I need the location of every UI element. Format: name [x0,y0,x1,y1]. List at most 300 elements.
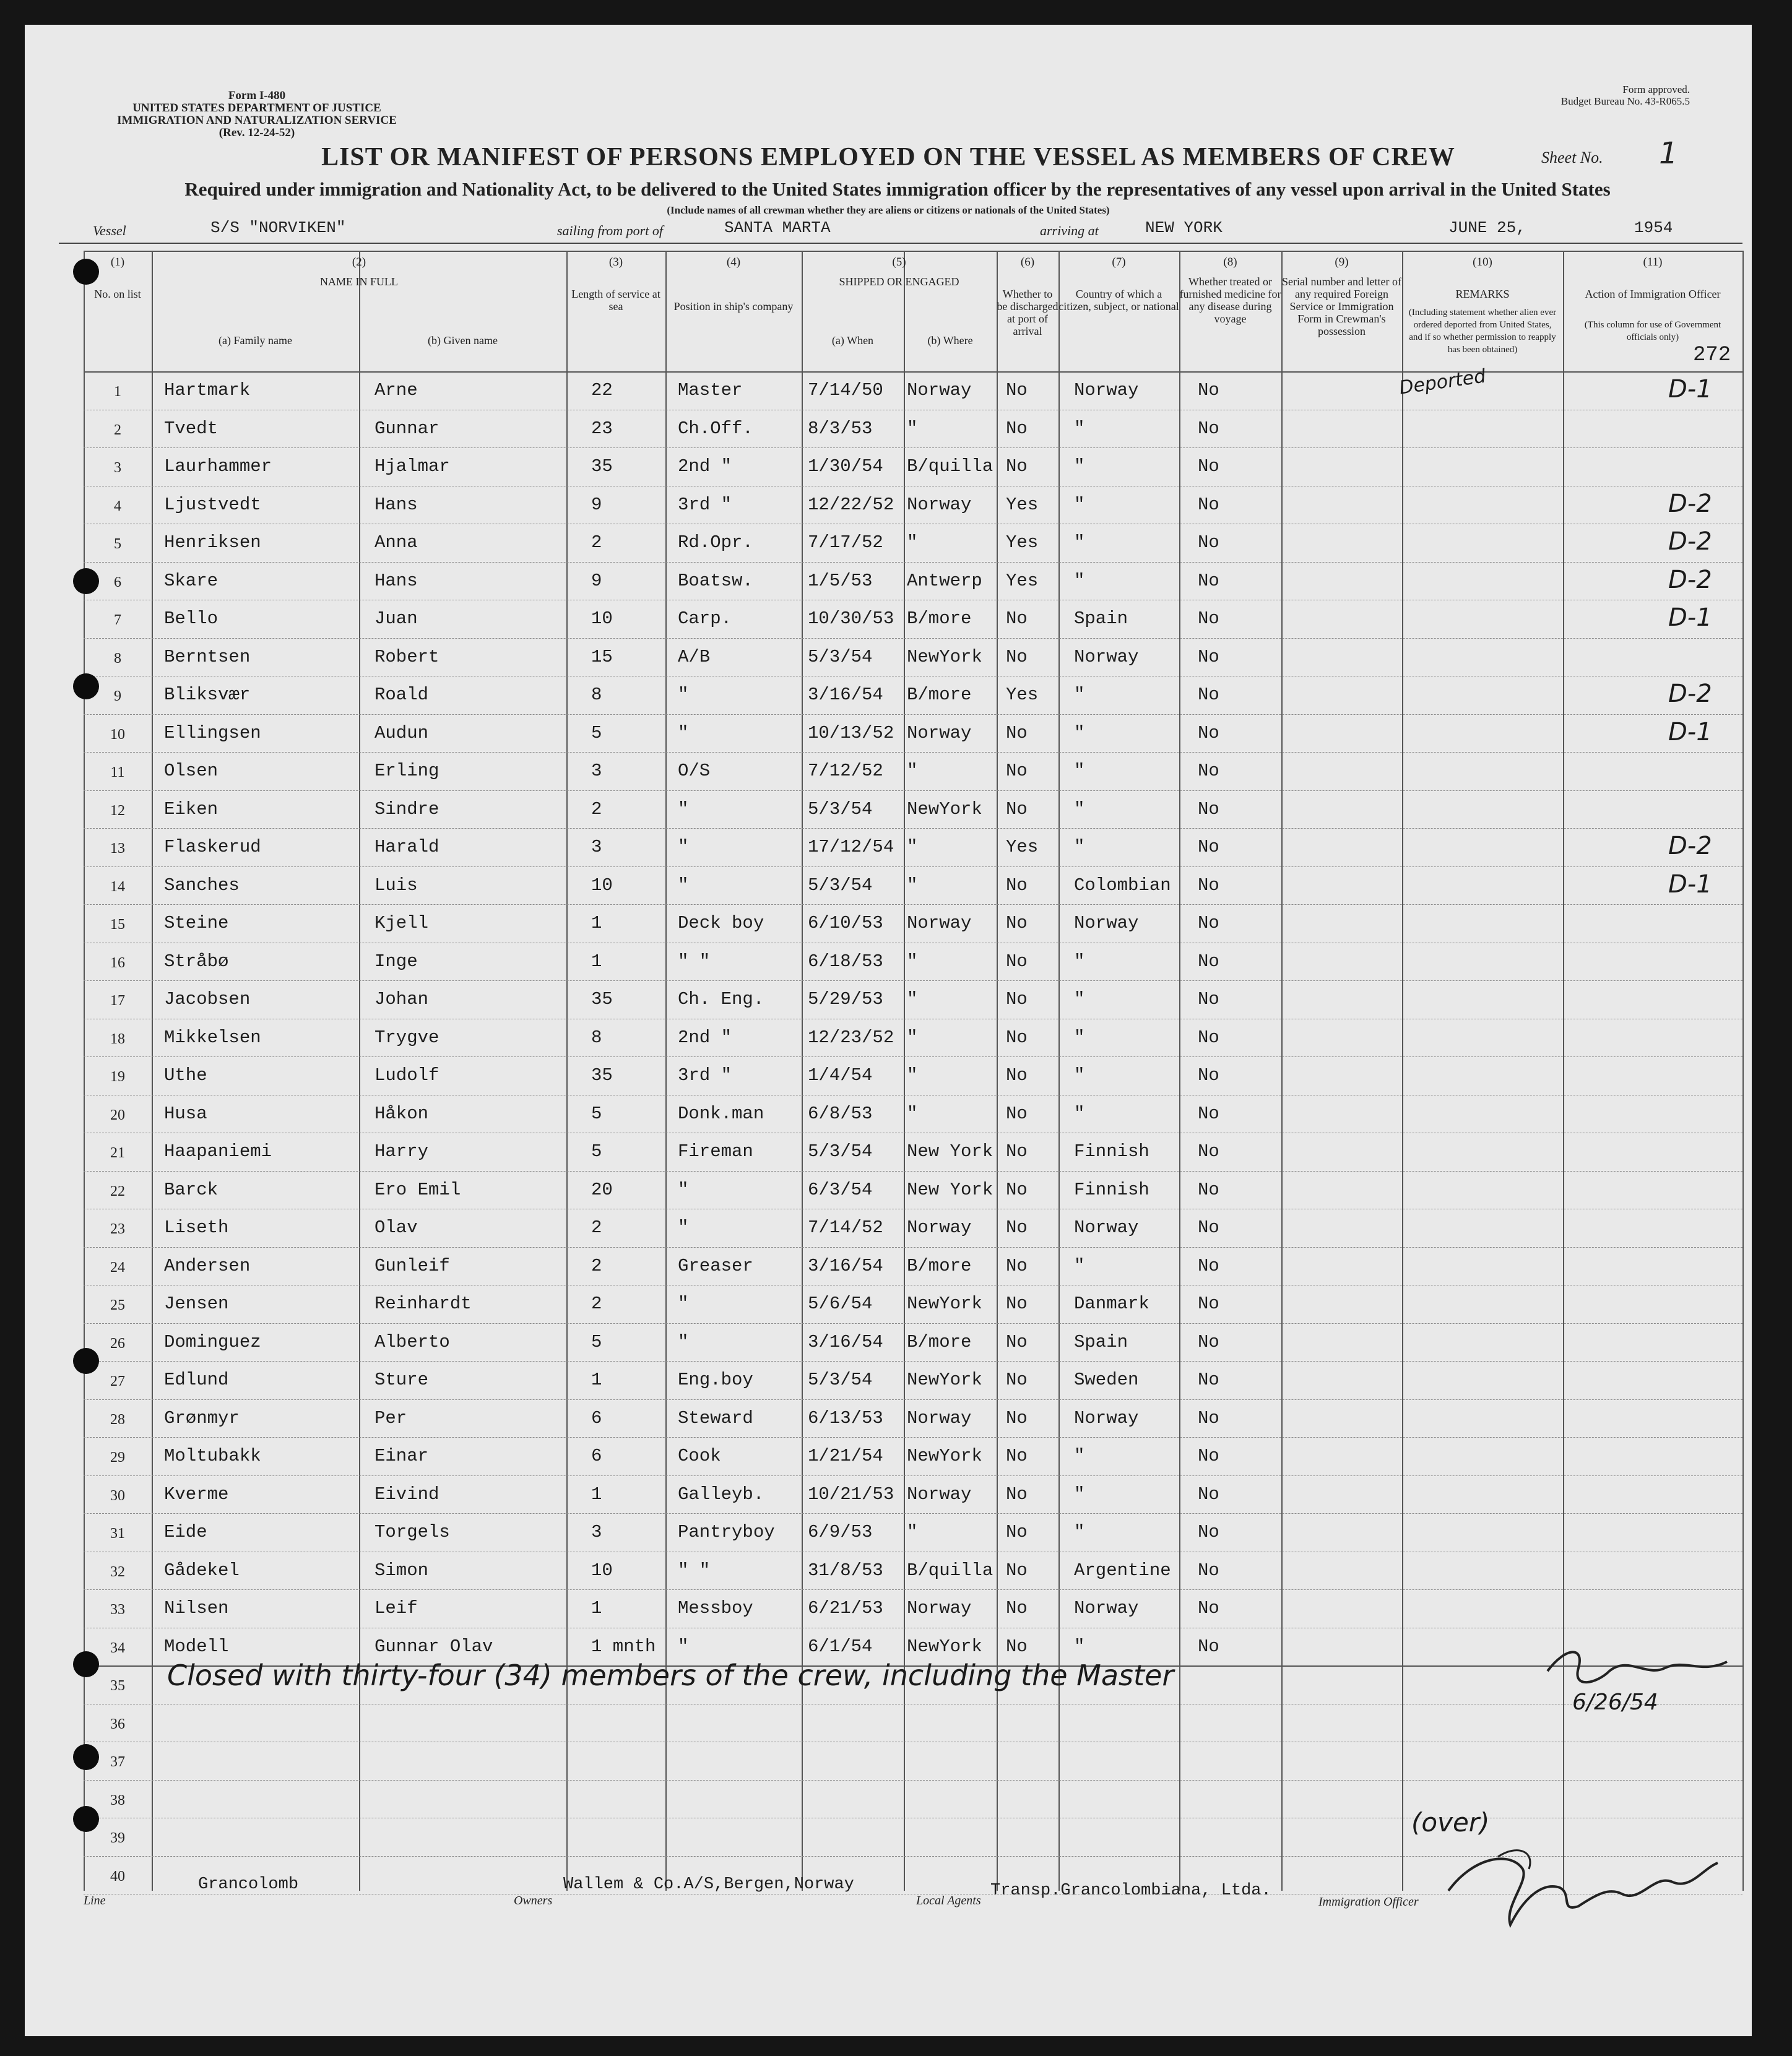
cell-position: " [678,685,689,705]
cell-when: 3/16/54 [808,1331,883,1352]
punch-hole [73,1651,99,1677]
column-rule [566,251,568,1891]
row-rule [84,1361,1742,1362]
cell-country: Finnish [1074,1179,1149,1200]
cell-family: Kverme [164,1484,229,1505]
cell-treated: No [1198,1522,1219,1542]
cell-discharged: No [1006,1560,1028,1581]
cell-length: 3 [591,761,602,781]
cell-where: Norway [907,380,972,400]
cell-family: Henriksen [164,532,261,553]
cell-given: Leif [374,1598,418,1618]
owners-label: Owners [514,1894,553,1907]
owners-value: Wallem & Co.A/S,Bergen,Norway [563,1875,854,1894]
cell-position: Deck boy [678,913,764,933]
cell-treated: No [1198,837,1219,857]
closing-date: 6/26/54 [1572,1690,1658,1715]
cell-discharged: No [1006,1065,1028,1086]
row-number: 25 [110,1297,125,1313]
cell-where: Norway [907,1407,972,1428]
cell-treated: No [1198,1065,1219,1086]
cell-action: D-2 [1668,680,1712,708]
column-rule [1058,251,1060,1891]
row-rule [84,1475,1742,1476]
cell-where: B/more [907,1331,972,1352]
line-label: Line [84,1894,106,1907]
row-number: 35 [110,1678,125,1694]
cell-treated: No [1198,1446,1219,1466]
cell-where: " [907,1522,918,1542]
cell-treated: No [1198,532,1219,553]
cell-country: " [1074,494,1085,515]
cell-when: 1/21/54 [808,1446,883,1466]
row-number: 16 [110,954,125,971]
cell-given: Harry [374,1141,429,1162]
row-number: 10 [110,726,125,743]
cell-discharged: No [1006,722,1028,743]
cell-length: 9 [591,494,602,515]
cell-where: " [907,532,918,553]
row-rule [84,980,1742,981]
cell-given: Audun [374,722,429,743]
cell-position: Eng.boy [678,1370,753,1390]
cell-where: Norway [907,1484,972,1505]
column-rule [997,251,998,1891]
cell-position: " [678,875,689,896]
cell-treated: No [1198,1636,1219,1657]
cell-length: 5 [591,1331,602,1352]
cell-family: Hartmark [164,380,251,400]
arriving-label: arriving at [1040,223,1099,238]
cell-discharged: Yes [1006,685,1039,705]
cell-family: Ellingsen [164,722,261,743]
cell-discharged: No [1006,798,1028,819]
row-number: 30 [110,1487,125,1504]
cell-when: 5/3/54 [808,1141,873,1162]
punch-hole [73,673,99,699]
cell-family: Barck [164,1179,219,1200]
column-rule [1179,251,1180,1891]
cell-length: 1 [591,1598,602,1618]
cell-length: 5 [591,1141,602,1162]
cell-when: 17/12/54 [808,837,894,857]
cell-when: 10/30/53 [808,608,894,629]
cell-given: Johan [374,989,429,1009]
column-rule [665,251,667,1891]
cell-position: O/S [678,761,711,781]
row-number: 37 [110,1754,125,1770]
cell-when: 6/13/53 [808,1407,883,1428]
cell-discharged: No [1006,1370,1028,1390]
cell-country: " [1074,722,1085,743]
row-rule [84,790,1742,791]
cell-where: " [907,875,918,896]
cell-position: Ch. Eng. [678,989,764,1009]
row-number: 19 [110,1069,125,1085]
sheet-no-value: 1 [1659,136,1678,171]
cell-country: " [1074,456,1085,477]
cell-family: Edlund [164,1370,229,1390]
cell-country: Colombian [1074,875,1171,896]
cell-given: Eivind [374,1484,439,1505]
cell-length: 2 [591,532,602,553]
arrival-date: JUNE 25, [1448,218,1526,237]
cell-discharged: No [1006,1484,1028,1505]
cell-given: Hans [374,494,418,515]
cell-country: Spain [1074,608,1128,629]
cell-given: Arne [374,380,418,400]
row-number: 29 [110,1449,125,1466]
cell-where: NewYork [907,646,982,667]
cell-length: 6 [591,1407,602,1428]
cell-country: " [1074,989,1085,1009]
cell-position: " [678,1636,689,1657]
cell-given: Alberto [374,1331,450,1352]
row-rule [84,1399,1742,1400]
cell-treated: No [1198,1560,1219,1581]
row-number: 34 [110,1639,125,1656]
cell-given: Einar [374,1446,429,1466]
cell-when: 5/3/54 [808,875,873,896]
punch-hole [73,1806,99,1832]
punch-hole [73,1744,99,1770]
cell-country: Danmark [1074,1294,1149,1314]
cell-family: Moltubakk [164,1446,261,1466]
cell-country: " [1074,951,1085,972]
row-rule [84,828,1742,829]
cell-given: Torgels [374,1522,450,1542]
cell-country: " [1074,685,1085,705]
cell-length: 10 [591,1560,613,1581]
cell-action: D-1 [1668,375,1712,404]
row-number: 22 [110,1183,125,1199]
cell-position: Boatsw. [678,570,753,591]
cell-discharged: No [1006,1331,1028,1352]
cell-country: Norway [1074,1407,1139,1428]
cell-position: Pantryboy [678,1522,775,1542]
cell-discharged: Yes [1006,570,1039,591]
cell-given: Erling [374,761,439,781]
cell-family: Husa [164,1103,207,1124]
cell-treated: No [1198,913,1219,933]
column-header: (a) Family name [219,334,292,347]
cell-when: 6/21/53 [808,1598,883,1618]
cell-family: Jensen [164,1294,229,1314]
cell-when: 1/30/54 [808,456,883,477]
cell-length: 22 [591,380,613,400]
cell-country: " [1074,798,1085,819]
cell-where: " [907,1027,918,1048]
cell-country: Sweden [1074,1370,1139,1390]
cell-when: 12/23/52 [808,1027,894,1048]
column-rule [1742,251,1744,1891]
column-header: Length of service at sea [571,288,660,313]
cell-when: 6/1/54 [808,1636,873,1657]
cell-treated: No [1198,456,1219,477]
cell-length: 1 [591,913,602,933]
crew-table [84,251,1742,1891]
cell-position: Steward [678,1407,753,1428]
cell-family: Berntsen [164,646,251,667]
cell-where: B/more [907,608,972,629]
cell-where: " [907,1103,918,1124]
cell-length: 2 [591,1255,602,1276]
cell-where: B/quilla [907,456,993,477]
page-title: LIST OR MANIFEST OF PERSONS EMPLOYED ON THE VESSEL AS MEMBERS OF CREW [321,143,1455,171]
cell-where: Norway [907,722,972,743]
cell-discharged: No [1006,1294,1028,1314]
punch-hole [73,1348,99,1374]
column-header: SHIPPED OR ENGAGED [839,275,959,288]
cell-discharged: No [1006,1103,1028,1124]
cell-given: Reinhardt [374,1294,472,1314]
cell-family: Nilsen [164,1598,229,1618]
cell-country: " [1074,418,1085,439]
cell-when: 3/16/54 [808,685,883,705]
cell-position: Donk.man [678,1103,764,1124]
cell-length: 10 [591,608,613,629]
column-rule [1402,251,1403,1891]
row-number: 8 [114,650,121,667]
cell-when: 7/14/50 [808,380,883,400]
cell-when: 10/21/53 [808,1484,894,1505]
cell-family: Eide [164,1522,207,1542]
cell-treated: No [1198,1027,1219,1048]
cell-when: 7/14/52 [808,1217,883,1238]
agents-label: Local Agents [916,1894,981,1907]
cell-family: Mikkelsen [164,1027,261,1048]
cell-treated: No [1198,722,1219,743]
cell-length: 5 [591,722,602,743]
cell-position: 2nd " [678,1027,732,1048]
officer-label: Immigration Officer [1318,1895,1419,1909]
column-rule [802,251,803,1891]
cell-position: " [678,1331,689,1352]
column-number: (6) [1020,256,1035,269]
cell-treated: No [1198,798,1219,819]
column-header: Whether to be discharged at port of arrival [997,288,1058,337]
table-header-rule [84,371,1742,373]
cell-country: " [1074,837,1085,857]
column-header: REMARKS [1455,288,1510,300]
cell-position: A/B [678,646,711,667]
cell-length: 2 [591,1294,602,1314]
cell-family: Dominguez [164,1331,261,1352]
cell-country: Norway [1074,913,1139,933]
column-rule [152,251,153,1891]
cell-length: 20 [591,1179,613,1200]
cell-country: Norway [1074,380,1139,400]
remarks-deported: Deported [1398,365,1487,399]
cell-discharged: Yes [1006,532,1039,553]
row-rule [84,1513,1742,1514]
cell-length: 2 [591,1217,602,1238]
cell-country: " [1074,532,1085,553]
cell-country: " [1074,1065,1085,1086]
row-number: 15 [110,917,125,933]
cell-length: 1 [591,1370,602,1390]
cell-family: Sanches [164,875,240,896]
cell-where: NewYork [907,1636,982,1657]
manifest-sheet [25,25,1752,2036]
cell-length: 3 [591,837,602,857]
row-number: 5 [114,536,121,552]
cell-discharged: No [1006,646,1028,667]
cell-given: Ludolf [374,1065,439,1086]
cell-position: " [678,722,689,743]
sheet-no-label: Sheet No. [1541,149,1603,166]
cell-length: 1 [591,1484,602,1505]
cell-action: D-1 [1668,717,1712,746]
cell-length: 1 mnth [591,1636,656,1657]
cell-family: Andersen [164,1255,251,1276]
row-rule [84,1437,1742,1438]
cell-given: Simon [374,1560,429,1581]
cell-given: Per [374,1407,407,1428]
row-number: 23 [110,1221,125,1237]
cell-length: 15 [591,646,613,667]
cell-family: Jacobsen [164,989,251,1009]
row-rule [84,1247,1742,1248]
column-header: Country of which a citizen, subject, or national [1058,288,1179,313]
cell-position: Master [678,380,743,400]
cell-family: Bello [164,608,219,629]
cell-discharged: No [1006,1407,1028,1428]
cell-when: 6/8/53 [808,1103,873,1124]
row-number: 26 [110,1335,125,1352]
cell-treated: No [1198,1217,1219,1238]
cell-position: " [678,1217,689,1238]
cell-when: 5/3/54 [808,798,873,819]
cell-position: Greaser [678,1255,753,1276]
column-header: No. on list [94,288,141,300]
cell-treated: No [1198,1103,1219,1124]
vessel-name: S/S "NORVIKEN" [210,218,346,237]
cell-when: 5/29/53 [808,989,883,1009]
cell-when: 10/13/52 [808,722,894,743]
cell-length: 2 [591,798,602,819]
cell-treated: No [1198,1370,1219,1390]
cell-where: Norway [907,494,972,515]
cell-treated: No [1198,1294,1219,1314]
row-number: 32 [110,1563,125,1580]
row-number: 27 [110,1373,125,1389]
cell-treated: No [1198,951,1219,972]
cell-discharged: No [1006,1027,1028,1048]
column-number: (9) [1335,256,1349,269]
cell-country: " [1074,1522,1085,1542]
cell-treated: No [1198,1598,1219,1618]
cell-family: Haapaniemi [164,1141,272,1162]
cell-country: Argentine [1074,1560,1171,1581]
cell-family: Modell [164,1636,229,1657]
cell-length: 5 [591,1103,602,1124]
cell-discharged: No [1006,1141,1028,1162]
cell-discharged: No [1006,380,1028,400]
cell-given: Trygve [374,1027,439,1048]
cell-when: 7/17/52 [808,532,883,553]
cell-position: 3rd " [678,1065,732,1086]
cell-family: Steine [164,913,229,933]
column-header: Whether treated or furnished medicine for any disease during voyage [1179,275,1281,325]
cell-given: Harald [374,837,439,857]
cell-when: 6/18/53 [808,951,883,972]
cell-when: 6/9/53 [808,1522,873,1542]
cell-family: Stråbø [164,951,229,972]
cell-country: Spain [1074,1331,1128,1352]
row-number: 18 [110,1030,125,1047]
cell-discharged: Yes [1006,837,1039,857]
cell-given: Hjalmar [374,456,450,477]
row-number: 4 [114,498,121,514]
row-number: 38 [110,1792,125,1808]
row-number: 11 [110,764,125,780]
column-number: (3) [608,256,623,269]
sailing-label: sailing from port of [557,223,663,238]
cell-position: " " [678,951,711,972]
cell-when: 12/22/52 [808,494,894,515]
row-rule [84,1589,1742,1590]
cell-discharged: No [1006,1522,1028,1542]
cell-country: " [1074,1446,1085,1466]
cell-length: 3 [591,1522,602,1542]
action-stamp: 272 [1693,343,1731,367]
vessel-label: Vessel [93,223,126,238]
cell-discharged: No [1006,761,1028,781]
cell-treated: No [1198,418,1219,439]
cell-position: Ch.Off. [678,418,753,439]
cell-discharged: No [1006,1598,1028,1618]
cell-treated: No [1198,380,1219,400]
row-number: 14 [110,878,125,895]
column-rule [84,251,85,1891]
cell-country: " [1074,761,1085,781]
cell-when: 1/5/53 [808,570,873,591]
row-rule [84,1171,1742,1172]
cell-where: NewYork [907,1294,982,1314]
cell-given: Robert [374,646,439,667]
cell-where: Norway [907,1217,972,1238]
column-header: (Including statement whether alien ever ordered deported from United States, and if so whether permission to reapply has been obtained) [1408,308,1557,355]
closing-note: Closed with thirty-four (34) members of the crew, including the Master [167,1659,1174,1692]
cell-length: 35 [591,989,613,1009]
row-rule [84,638,1742,639]
cell-given: Hans [374,570,418,591]
line-value: Grancolomb [198,1875,299,1894]
row-number: 12 [110,802,125,819]
cell-action: D-2 [1668,565,1712,594]
cell-length: 23 [591,418,613,439]
column-header: (b) Given name [428,334,498,347]
cell-length: 9 [591,570,602,591]
cell-treated: No [1198,570,1219,591]
cell-position: 3rd " [678,494,732,515]
cell-family: Olsen [164,761,219,781]
cell-given: Olav [374,1217,418,1238]
column-number: (8) [1223,256,1237,269]
punch-hole [73,568,99,594]
cell-when: 5/3/54 [808,1370,873,1390]
cell-given: Kjell [374,913,429,933]
cell-when: 6/10/53 [808,913,883,933]
row-number: 7 [114,612,121,628]
column-header: (a) When [831,334,874,347]
arrival-year: 1954 [1634,218,1673,237]
column-rule [904,251,905,1891]
row-number: 9 [114,688,121,704]
cell-treated: No [1198,1407,1219,1428]
row-number: 33 [110,1602,125,1618]
